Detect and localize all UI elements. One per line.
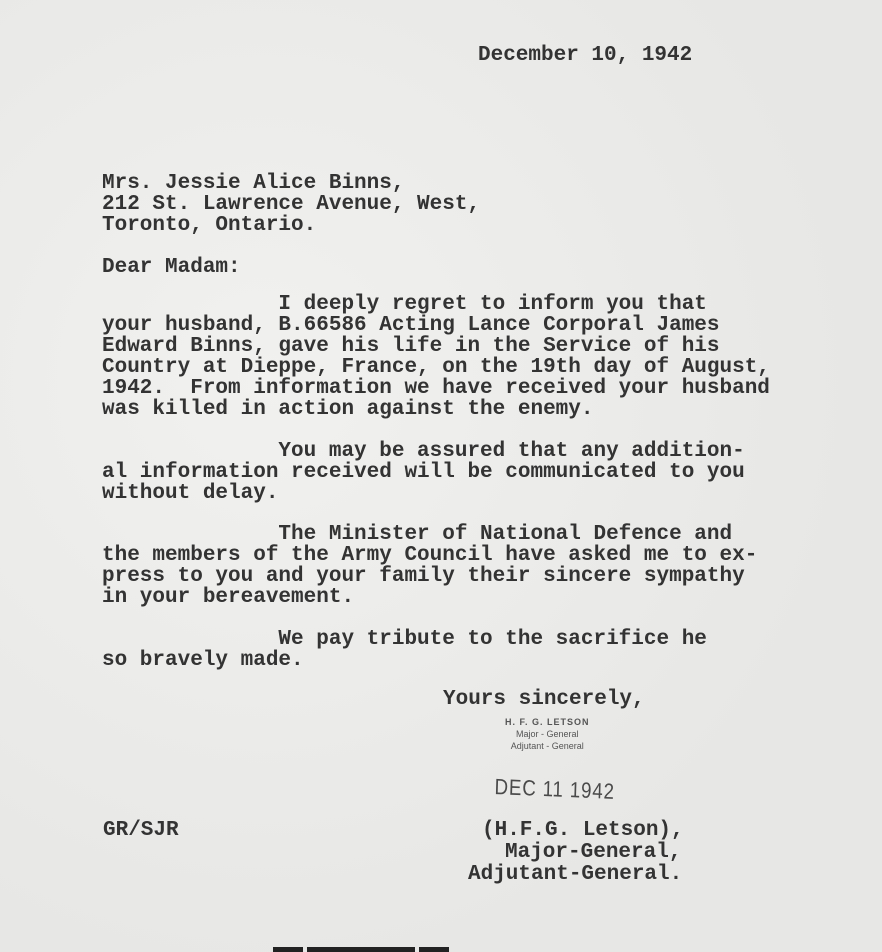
text-line: The Minister of National Defence and	[102, 523, 733, 546]
text-line: so bravely made.	[102, 649, 304, 672]
text-line: Country at Dieppe, France, on the 19th day of August,	[102, 356, 770, 379]
text-line: in your bereavement.	[102, 586, 355, 609]
recipient-address	[102, 173, 480, 236]
stamp-line: Adjutant - General	[510, 741, 584, 751]
scan-edge-mark	[419, 947, 449, 952]
text-line: Edward Binns, gave his life in the Service of his	[102, 335, 720, 358]
scan-edge-mark	[273, 947, 303, 952]
scan-edge-mark	[307, 947, 415, 952]
text-line: your husband, B.66586 Acting Lance Corporal James	[102, 314, 720, 337]
reference-initials: GR/SJR	[103, 819, 179, 842]
text-line: al information received will be communicated to you	[102, 461, 745, 484]
paragraph-4	[102, 629, 707, 671]
text-line: the members of the Army Council have asked me to ex-	[102, 544, 758, 567]
text-line: 1942. From information we have received your husband	[102, 377, 770, 400]
address-line: 212 St. Lawrence Avenue, West,	[102, 193, 481, 216]
signatory-name: (H.F.G. Letson),	[482, 819, 684, 842]
signatory-rank: Major-General,	[505, 841, 682, 864]
salutation: Dear Madam:	[102, 256, 241, 279]
address-line: Toronto, Ontario.	[102, 214, 317, 237]
paragraph-1	[102, 294, 770, 420]
letter-date: December 10, 1942	[478, 44, 693, 67]
stamp-line: Major - General	[515, 729, 579, 739]
paragraph-3	[102, 524, 757, 608]
text-line: without delay.	[102, 482, 279, 505]
text-line: You may be assured that any addition-	[102, 440, 745, 463]
text-line: was killed in action against the enemy.	[102, 398, 594, 421]
text-line: I deeply regret to inform you that	[102, 293, 707, 316]
text-line: press to you and your family their sincere sympathy	[102, 565, 745, 588]
closing: Yours sincerely,	[443, 688, 645, 711]
signature-stamp	[505, 716, 590, 752]
paragraph-2	[102, 441, 745, 504]
stamp-line: H. F. G. LETSON	[505, 717, 590, 727]
text-line: We pay tribute to the sacrifice he	[102, 628, 707, 651]
signatory-title: Adjutant-General.	[468, 863, 683, 886]
address-line: Mrs. Jessie Alice Binns,	[102, 172, 405, 195]
received-date-stamp: DEC 11 1942	[494, 774, 616, 804]
